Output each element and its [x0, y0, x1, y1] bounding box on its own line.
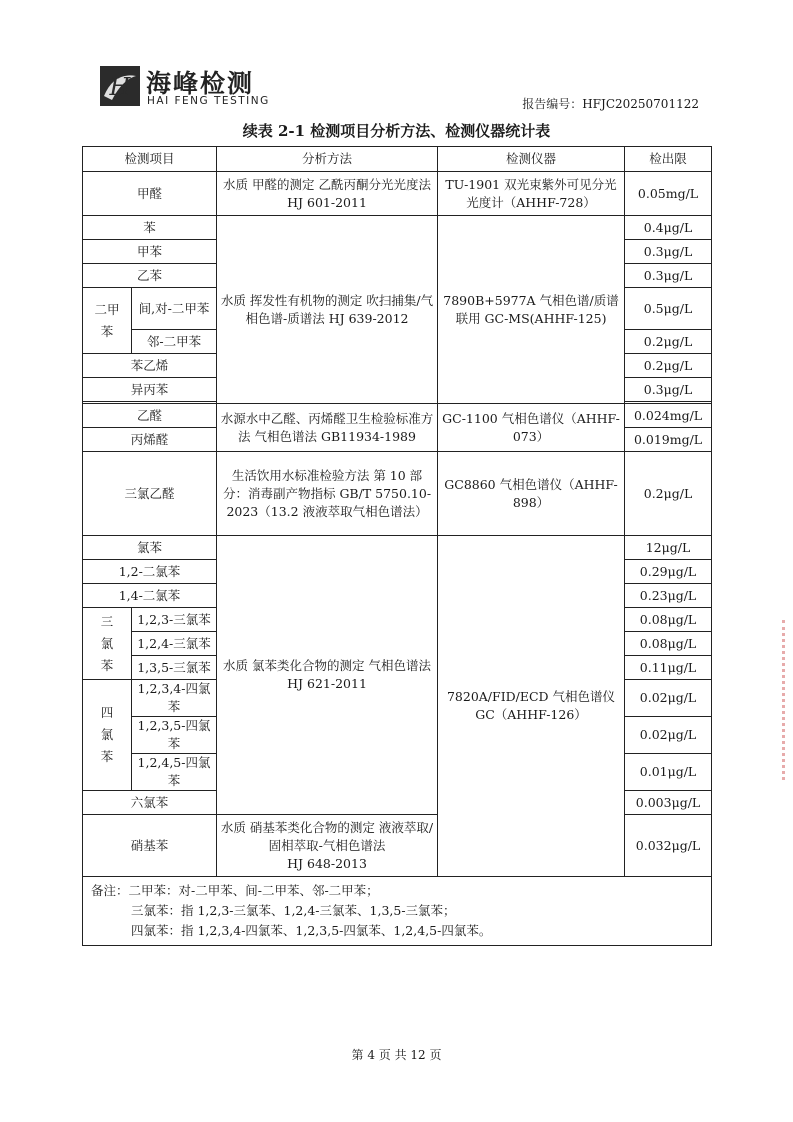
logo-mark-icon	[100, 66, 140, 106]
limit-cell: 0.02μg/L	[625, 717, 712, 754]
page-footer: 第 4 页 共 12 页	[351, 1048, 442, 1062]
item-cell: 间,对-二甲苯	[132, 288, 217, 330]
table-row	[83, 404, 712, 428]
item-cell: 氯苯	[83, 536, 217, 560]
limit-cell: 0.05mg/L	[625, 172, 712, 216]
group-label: 二甲苯	[94, 301, 120, 339]
limit-cell: 0.032μg/L	[625, 815, 712, 877]
col-header-item: 检测项目	[83, 147, 217, 172]
limit-cell: 0.5μg/L	[625, 288, 712, 330]
col-header-limit: 检出限	[625, 147, 712, 172]
limit-cell: 0.3μg/L	[625, 240, 712, 264]
limit-cell: 0.23μg/L	[625, 584, 712, 608]
item-cell: 甲苯	[83, 240, 217, 264]
col-header-instrument: 检测仪器	[438, 147, 625, 172]
limit-cell: 12μg/L	[625, 536, 712, 560]
item-cell: 1,2,3,4-四氯苯	[132, 680, 217, 717]
item-cell: 乙苯	[83, 264, 217, 288]
item-cell: 1,2,4-三氯苯	[132, 632, 217, 656]
method-standard: HJ 648-2013	[287, 855, 367, 871]
item-cell: 苯乙烯	[83, 354, 217, 378]
method-cell: 水质 挥发性有机物的测定 吹扫捕集/气相色谱-质谱法 HJ 639-2012	[217, 216, 438, 404]
col-header-method: 分析方法	[217, 147, 438, 172]
limit-cell: 0.3μg/L	[625, 378, 712, 402]
item-cell: 1,2,3,5-四氯苯	[132, 717, 217, 754]
table-header-row	[83, 147, 712, 172]
seal-stamp-edge	[782, 620, 793, 780]
table-title: 续表 2-1 检测项目分析方法、检测仪器统计表	[242, 122, 551, 140]
method-text: 水质 硝基苯类化合物的测定 液液萃取/固相萃取-气相色谱法	[220, 819, 434, 853]
instrument-cell: 7820A/FID/ECD 气相色谱仪 GC（AHHF-126）	[438, 536, 625, 877]
table-row	[83, 216, 712, 240]
limit-cell: 0.3μg/L	[625, 264, 712, 288]
item-cell: 丙烯醛	[83, 428, 217, 452]
notes-row	[83, 877, 712, 946]
item-cell: 六氯苯	[83, 791, 217, 815]
group-cell-xylene	[83, 288, 132, 354]
instrument-cell: GC8860 气相色谱仪（AHHF-898）	[438, 452, 625, 536]
table-row	[83, 536, 712, 560]
table-row	[83, 172, 712, 216]
limit-cell: 0.003μg/L	[625, 791, 712, 815]
group-label: 四氯苯	[100, 705, 114, 764]
limit-cell: 0.2μg/L	[625, 452, 712, 536]
item-cell: 三氯乙醛	[83, 452, 217, 536]
logo-mark-letter: H	[109, 73, 131, 101]
logo-chinese-name: 海峰检测	[146, 69, 255, 98]
limit-cell: 0.29μg/L	[625, 560, 712, 584]
limit-cell: 0.01μg/L	[625, 754, 712, 791]
item-cell: 异丙苯	[83, 378, 217, 402]
item-cell: 1,2-二氯苯	[83, 560, 217, 584]
item-cell: 1,4-二氯苯	[83, 584, 217, 608]
method-cell: 生活饮用水标准检验方法 第 10 部分：消毒副产物指标 GB/T 5750.10-2023（13.2 液液萃取气相色谱法）	[217, 452, 438, 536]
instrument-cell: TU-1901 双光束紫外可见分光光度计（AHHF-728）	[438, 172, 625, 216]
note-line: 三氯苯：指 1,2,3-三氯苯、1,2,4-三氯苯、1,3,5-三氯苯；	[131, 903, 456, 918]
limit-cell: 0.024mg/L	[625, 404, 712, 428]
instrument-cell: GC-1100 气相色谱仪（AHHF-073）	[438, 404, 625, 452]
method-cell: 水源水中乙醛、丙烯醛卫生检验标准方法 气相色谱法 GB11934-1989	[217, 404, 438, 452]
limit-cell: 0.2μg/L	[625, 330, 712, 354]
group-cell-trichlorobenzene	[83, 608, 132, 680]
logo-english-name: HAI FENG TESTING	[147, 95, 270, 107]
group-cell-tetrachlorobenzene	[83, 680, 132, 791]
item-cell: 1,2,3-三氯苯	[132, 608, 217, 632]
limit-cell: 0.02μg/L	[625, 680, 712, 717]
item-cell: 苯	[83, 216, 217, 240]
item-cell: 甲醛	[83, 172, 217, 216]
item-cell: 硝基苯	[83, 815, 217, 877]
limit-cell: 0.019mg/L	[625, 428, 712, 452]
limit-cell: 0.08μg/L	[625, 632, 712, 656]
item-cell: 1,2,4,5-四氯苯	[132, 754, 217, 791]
limit-cell: 0.08μg/L	[625, 608, 712, 632]
method-cell: 水质 氯苯类化合物的测定 气相色谱法 HJ 621-2011	[217, 536, 438, 815]
report-number: 报告编号：HFJC20250701122	[522, 97, 699, 111]
methods-table	[82, 146, 712, 946]
method-cell: 水质 甲醛的测定 乙酰丙酮分光光度法 HJ 601-2011	[217, 172, 438, 216]
limit-cell: 0.2μg/L	[625, 354, 712, 378]
item-cell: 邻-二甲苯	[132, 330, 217, 354]
instrument-cell: 7890B+5977A 气相色谱/质谱联用 GC-MS(AHHF-125)	[438, 216, 625, 404]
company-logo	[100, 66, 280, 110]
limit-cell: 0.4μg/L	[625, 216, 712, 240]
item-cell: 乙醛	[83, 404, 217, 428]
item-cell: 1,3,5-三氯苯	[132, 656, 217, 680]
limit-cell: 0.11μg/L	[625, 656, 712, 680]
method-cell	[217, 815, 438, 877]
note-line: 四氯苯：指 1,2,3,4-四氯苯、1,2,3,5-四氯苯、1,2,4,5-四氯苯。	[131, 923, 492, 938]
notes-cell	[83, 877, 712, 946]
group-label: 三氯苯	[100, 613, 114, 673]
table-row	[83, 452, 712, 536]
note-line: 备注：二甲苯：对-二甲苯、间-二甲苯、邻-二甲苯；	[91, 883, 379, 898]
